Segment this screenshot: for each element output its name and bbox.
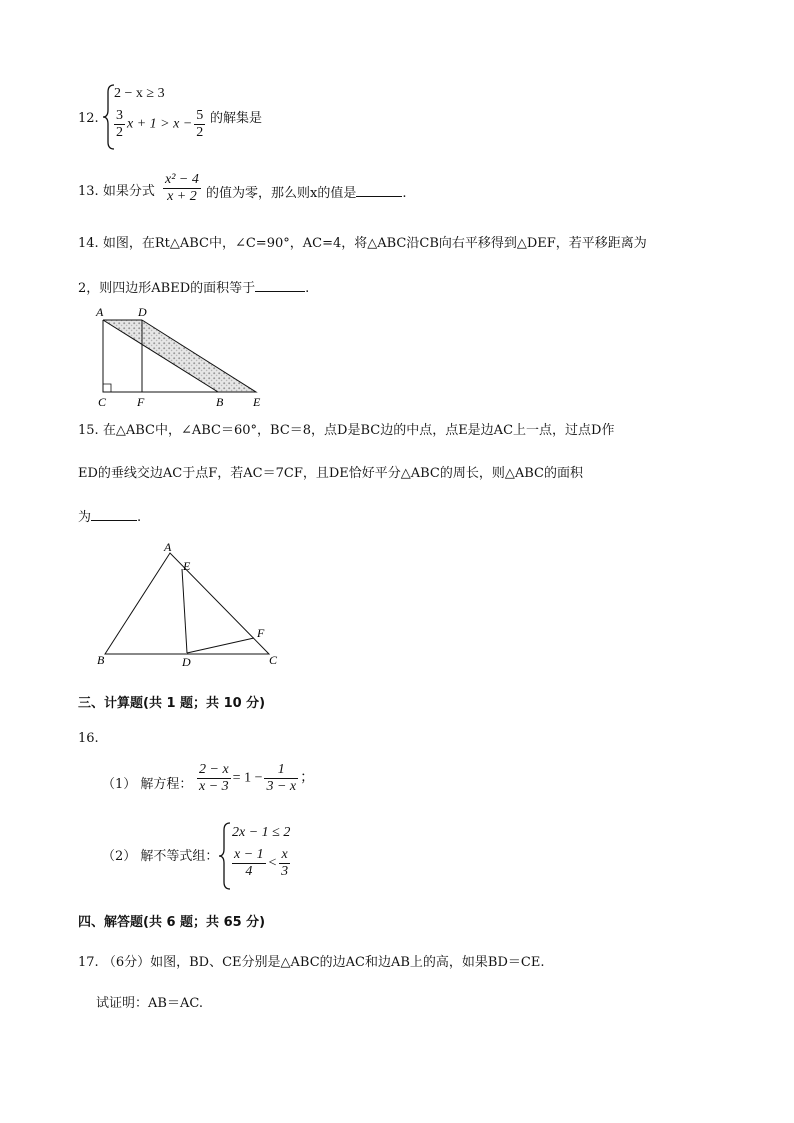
q14-triangle-abc <box>103 320 218 392</box>
q13-number: 13. <box>78 184 99 199</box>
q16-p2-frac1-num: x − 1 <box>234 847 264 862</box>
q14-label-a: A <box>96 305 104 319</box>
q15-label-f: F <box>257 626 265 640</box>
q14-label-d: D <box>138 305 147 319</box>
q16-p1-frac1-num: 2 − x <box>199 762 229 777</box>
q14-figure <box>88 302 278 412</box>
q15-label-d: D <box>182 655 191 669</box>
q13-line <box>78 184 155 200</box>
q15-line2: ED的垂线交边AC于点F，若AC＝7CF，且DE恰好平分△ABC的周长，则△ABC的面积 <box>78 466 584 481</box>
q16-p2-frac2-num: x <box>279 847 290 864</box>
q16-part1-label: （1） 解方程： <box>102 777 193 792</box>
q17-line2: 试证明：AB＝AC. <box>96 996 203 1011</box>
q16-p1-end: ； <box>300 770 315 786</box>
q14-text2: 2，则四边形ABED的面积等于 <box>78 281 256 296</box>
q15-segment-de <box>182 569 187 653</box>
q15-label-e: E <box>183 559 191 573</box>
q14-triangle-def <box>142 320 256 392</box>
q12-ineq2-mid: x + 1 > x − <box>127 116 193 132</box>
q14-number: 14. <box>78 236 99 251</box>
q12-frac1-num: 3 <box>116 108 123 123</box>
q16-part2-label: （2） 解不等式组： <box>102 849 219 864</box>
q15-text1: 在△ABC中，∠ABC＝60°，BC＝8，点D是BC边的中点，点E是边AC上一点，过点D作 <box>102 423 615 438</box>
q13-prefix: 如果分式 <box>102 184 155 199</box>
q12-ineq1: 2 − x ≥ 3 <box>114 86 165 101</box>
q16-p2-rel: < <box>267 855 278 871</box>
q15-label-a: A <box>164 540 172 554</box>
q13-suffix: 的值为零，那么则x的值是 <box>206 186 357 201</box>
q13-fraction <box>161 172 203 205</box>
q14-shaded-region <box>103 320 256 392</box>
q12-number: 12. <box>78 111 99 126</box>
q12-frac2-den: 2 <box>196 125 204 140</box>
q14-right-angle-mark <box>103 384 111 392</box>
q15-label-c: C <box>269 653 278 667</box>
q15-text3: 为 <box>78 510 92 525</box>
q13-suffix-line <box>206 184 406 202</box>
q13-frac-den: x + 2 <box>167 189 197 204</box>
q14-line1 <box>78 236 647 252</box>
q13-end: . <box>402 186 407 201</box>
section4-heading: 四、解答题(共 6 题；共 65 分) <box>78 915 266 930</box>
q15-end: . <box>137 510 142 525</box>
q15-segment-df <box>187 638 254 653</box>
q16-p1-mid: = 1 − <box>232 770 263 786</box>
q16-p1-frac1-den: x − 3 <box>199 779 229 794</box>
q14-end: . <box>305 281 310 296</box>
q16-p2-ineq2 <box>230 847 292 880</box>
q14-label-e: E <box>253 395 261 409</box>
q16-p2-frac2-den: 3 <box>281 864 289 879</box>
q16-p1-frac2-den: 3 − x <box>266 779 297 794</box>
q14-label-c: C <box>98 395 107 409</box>
q16-p1-frac2-num: 1 <box>264 762 298 779</box>
q15-figure <box>92 540 292 670</box>
q16-p2-frac1-den: 4 <box>245 864 253 879</box>
q14-text1: 如图，在Rt△ABC中，∠C=90°，AC=4，将△ABC沿CB向右平移得到△DEF，若平移距离为 <box>102 236 647 251</box>
q15-answer-blank[interactable] <box>91 508 137 521</box>
q16-part1-equation <box>195 762 314 795</box>
q14-label-f: F <box>137 395 145 409</box>
q13-answer-blank[interactable] <box>356 184 402 197</box>
q16-p2-ineq1: 2x − 1 ≤ 2 <box>232 825 291 840</box>
q17-line1 <box>78 955 544 971</box>
section3-heading: 三、计算题(共 1 题；共 10 分) <box>78 696 266 711</box>
q12-ineq2 <box>112 108 207 141</box>
q15-label-b: B <box>97 653 105 667</box>
q15-number: 15. <box>78 423 99 438</box>
q13-frac-num: x² − 4 <box>165 172 199 187</box>
q17-number: 17. <box>78 955 99 970</box>
q12-frac2-num: 5 <box>196 108 204 123</box>
q12-frac1-den: 2 <box>116 125 123 140</box>
q14-line2 <box>78 279 309 297</box>
q14-answer-blank[interactable] <box>255 279 305 292</box>
q15-line3 <box>78 508 141 526</box>
q17-text1: （6分）如图，BD、CE分别是△ABC的边AC和边AB上的高，如果BD＝CE. <box>102 955 545 970</box>
q14-label-b: B <box>216 395 224 409</box>
q12-suffix: 的解集是 <box>210 111 263 126</box>
q15-line1 <box>78 423 614 439</box>
q16-number: 16. <box>78 731 99 746</box>
